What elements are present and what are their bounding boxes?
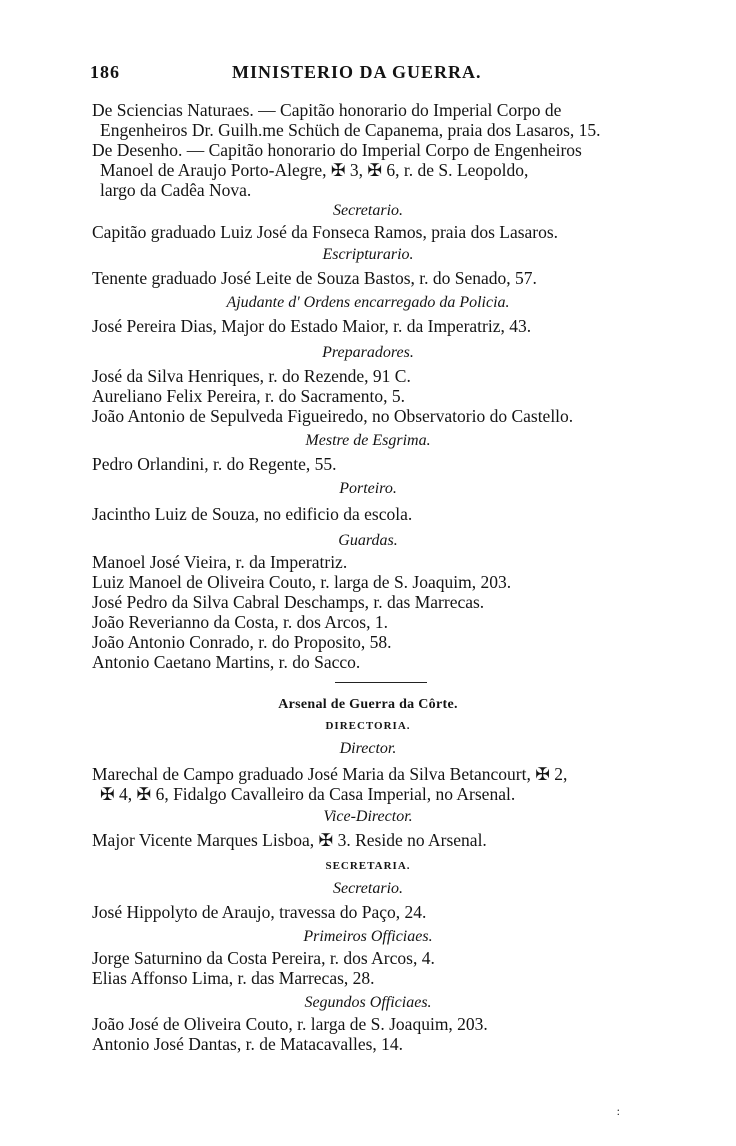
text-line: José Pedro da Silva Cabral Deschamps, r. das Marrecas. [92, 592, 485, 612]
text-line: Engenheiros Dr. Guilh.me Schüch de Capanema, praia dos Lasaros, 15. [100, 120, 601, 140]
running-header [90, 62, 666, 86]
section-heading: Secretario. [332, 202, 404, 219]
text-line: Jorge Saturnino da Costa Pereira, r. dos Arcos, 4. [92, 948, 435, 968]
text-line: largo da Cadêa Nova. [100, 180, 252, 200]
text-line: José da Silva Henriques, r. do Rezende, 91 C. [92, 366, 411, 386]
subsection-title: DIRECTORIA. [325, 720, 411, 732]
text-line: João Antonio de Sepulveda Figueiredo, no Observatorio do Castello. [92, 406, 574, 426]
text-line: De Sciencias Naturaes. — Capitão honorario do Imperial Corpo de [92, 100, 562, 120]
text-line: Major Vicente Marques Lisboa, ✠ 3. Reside no Arsenal. [92, 830, 487, 850]
text-line: José Pereira Dias, Major do Estado Maior, r. da Imperatriz, 43. [92, 316, 532, 336]
section-heading: Porteiro. [339, 480, 397, 497]
running-title: MINISTERIO DA GUERRA. [232, 62, 482, 82]
text-line: José Hippolyto de Araujo, travessa do Paço, 24. [92, 902, 427, 922]
text-line: Elias Affonso Lima, r. das Marrecas, 28. [92, 968, 375, 988]
section-heading: Preparadores. [322, 344, 414, 361]
text-line: Luiz Manoel de Oliveira Couto, r. larga de S. Joaquim, 203. [92, 572, 512, 592]
section-heading: Segundos Officiaes. [304, 994, 432, 1011]
text-line: Manoel José Vieira, r. da Imperatriz. [92, 552, 348, 572]
page-number: 186 [90, 62, 120, 82]
section-title: Arsenal de Guerra da Côrte. [278, 697, 458, 712]
text-line: Tenente graduado José Leite de Souza Bastos, r. do Senado, 57. [92, 268, 537, 288]
section-heading: Ajudante d' Ordens encarregado da Policia. [226, 294, 510, 311]
text-line: João José de Oliveira Couto, r. larga de S. Joaquim, 203. [92, 1014, 488, 1034]
section-heading: Mestre de Esgrima. [305, 432, 431, 449]
text-line: Antonio Caetano Martins, r. do Sacco. [92, 652, 361, 672]
text-line: Capitão graduado Luiz José da Fonseca Ramos, praia dos Lasaros. [92, 222, 559, 242]
text-line: Antonio José Dantas, r. de Matacavalles, 14. [92, 1034, 404, 1054]
text-line: Aureliano Felix Pereira, r. do Sacramento, 5. [92, 386, 405, 406]
text-line: Manoel de Araujo Porto-Alegre, ✠ 3, ✠ 6, r. de S. Leopoldo, [100, 160, 529, 180]
section-heading: Primeiros Officiaes. [303, 928, 433, 945]
text-line: ✠ 4, ✠ 6, Fidalgo Cavalleiro da Casa Imperial, no Arsenal. [100, 784, 516, 804]
text-line: De Desenho. — Capitão honorario do Imperial Corpo de Engenheiros [92, 140, 582, 160]
print-mark: : [616, 1104, 620, 1118]
subsection-title: SECRETARIA. [325, 860, 411, 872]
text-line: João Reverianno da Costa, r. dos Arcos, 1. [92, 612, 388, 632]
section-heading: Director. [339, 740, 397, 757]
section-heading: Vice-Director. [323, 808, 413, 825]
section-heading: Guardas. [338, 532, 398, 549]
text-line: Pedro Orlandini, r. do Regente, 55. [92, 454, 337, 474]
section-heading: Secretario. [332, 880, 404, 897]
section-heading: Escripturario. [322, 246, 414, 263]
text-line: Jacintho Luiz de Souza, no edificio da escola. [92, 504, 413, 524]
text-line: Marechal de Campo graduado José Maria da Silva Betancourt, ✠ 2, [92, 764, 568, 784]
section-divider [335, 682, 427, 683]
text-line: João Antonio Conrado, r. do Proposito, 58. [92, 632, 392, 652]
